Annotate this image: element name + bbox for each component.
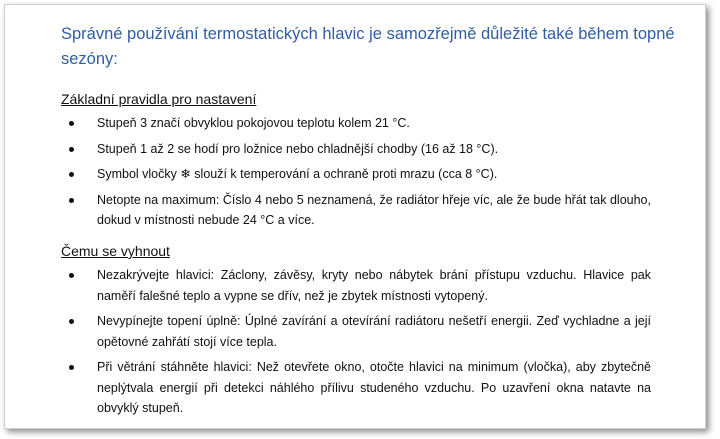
list-item xyxy=(61,190,651,231)
list-item xyxy=(61,265,651,306)
bullet-icon xyxy=(69,121,74,126)
bullet-icon xyxy=(69,147,74,152)
document-page xyxy=(4,4,706,429)
list-item xyxy=(61,357,651,419)
basic-rules-list xyxy=(61,113,651,236)
list-item xyxy=(61,139,651,160)
section-heading-basic-rules: Základní pravidla pro nastavení xyxy=(61,91,257,107)
list-item xyxy=(61,164,651,185)
section-heading-avoid: Čemu se vyhnout xyxy=(61,243,170,259)
document-title: Správné používání termostatických hlavic je samozřejmě důležité také během topné sezóny: xyxy=(61,25,675,68)
list-item-text: Stupeň 3 značí obvyklou pokojovou teplotu kolem 21 °C. xyxy=(97,116,410,130)
list-item xyxy=(61,113,651,134)
bullet-icon xyxy=(69,172,74,177)
list-item xyxy=(61,311,651,352)
list-item-text: Nevypínejte topení úplně: Úplné zavírání a otevírání radiátoru nešetří energii. Zeď vychladne a její opětovné zahřátí stojí více tepla. xyxy=(97,314,651,349)
bullet-icon xyxy=(69,198,74,203)
bullet-icon xyxy=(69,319,74,324)
list-item-text: Netopte na maximum: Číslo 4 nebo 5 neznamená, že radiátor hřeje víc, ale že bude hřát tak dlouho, dokud v místnosti nebude 24 °C a více. xyxy=(97,192,651,227)
list-item-text: Nezakrývejte hlavici: Záclony, závěsy, kryty nebo nábytek brání přístupu vzduchu. Hlavice pak naměří falešné teplo a vypne se dřív, než je zbytek místnosti vytopený. xyxy=(97,268,651,303)
list-item-text: Stupeň 1 až 2 se hodí pro ložnice nebo chladnější chodby (16 až 18 °C). xyxy=(97,141,499,156)
bullet-icon xyxy=(69,365,74,370)
list-item-text: Symbol vločky ❄ slouží k temperování a ochraně proti mrazu (cca 8 °C). xyxy=(97,167,498,181)
list-item-text: Při větrání stáhněte hlavici: Než otevřete okno, otočte hlavici na minimum (vločka), aby zbytečně neplýtvala energií při detekci náhlého přílivu studeného vzduchu. Po uzavření okna natavte na obvyklý stupeň. xyxy=(97,360,651,415)
bullet-icon xyxy=(69,273,74,278)
avoid-list xyxy=(61,265,651,424)
